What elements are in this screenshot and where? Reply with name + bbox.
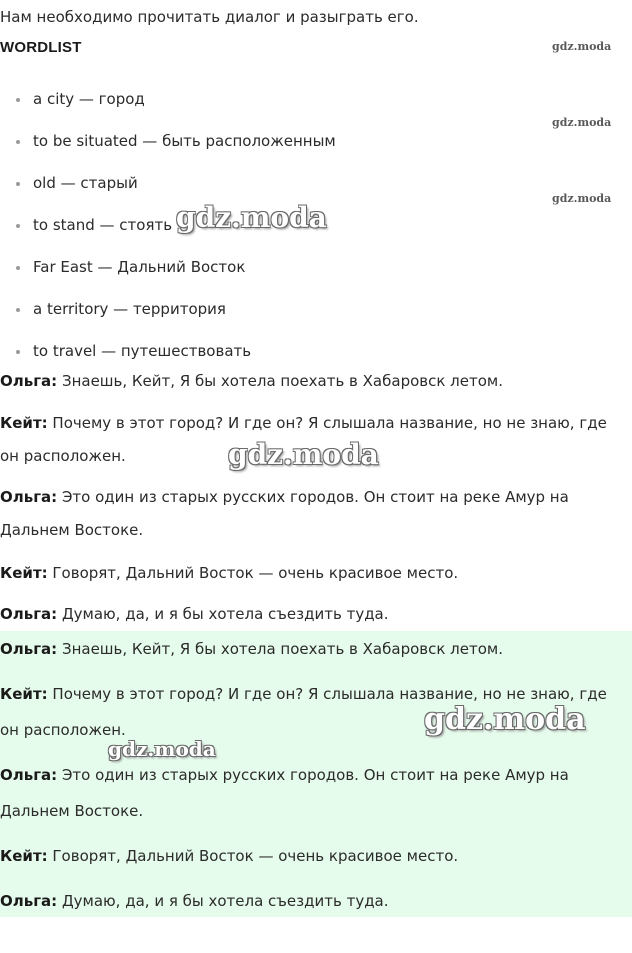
speaker-name: Кейт: [0,685,48,703]
dialog-line [0,838,628,874]
bullet-icon [16,98,20,102]
bullet-icon [16,266,20,270]
speaker-name: Кейт: [0,847,48,865]
bullet-icon [16,182,20,186]
dialog-text: Почему в этот город? И где он? Я слышала название, но не знаю, где он расположен. [0,685,607,739]
dialog-text: Думаю, да, и я бы хотела съездить туда. [57,605,389,623]
watermark-small: gdz.moda [552,116,612,129]
speaker-name: Ольга: [0,488,58,506]
dialog-text: Говорят, Дальний Восток — очень красивое место. [47,564,459,582]
dialog-text: Почему в этот город? И где он? Я слышала название, но не знаю, где он расположен. [0,414,607,465]
dialog-line [0,365,628,398]
watermark-small: gdz.moda [552,192,612,205]
bullet-icon [16,350,20,354]
dialog-line [0,757,628,829]
watermark-small: gdz.moda [552,40,612,53]
speaker-name: Ольга: [0,372,58,390]
bullet-icon [16,308,20,312]
speaker-name: Ольга: [0,766,58,784]
bullet-icon [16,140,20,144]
intro-text: Нам необходимо прочитать диалог и разыграть его. [0,8,419,26]
dialog-text: Знаешь, Кейт, Я бы хотела поехать в Хабаровск летом. [57,640,503,658]
watermark-large: gdz.moda [176,201,327,234]
wordlist-title: WORDLIST [0,39,82,56]
speaker-name: Ольга: [0,892,58,910]
dialog-line [0,631,628,667]
speaker-name: Кейт: [0,414,48,432]
bullet-icon [16,224,20,228]
dialog-text: Говорят, Дальний Восток — очень красивое место. [47,847,459,865]
dialog-text: Это один из старых русских городов. Он стоит на реке Амур на Дальнем Востоке. [0,488,569,539]
dialog-text: Думаю, да, и я бы хотела съездить туда. [57,892,389,910]
speaker-name: Ольга: [0,640,58,658]
dialog-line [0,883,628,919]
dialog-line [0,557,628,590]
dialog-text: Это один из старых русских городов. Он стоит на реке Амур на Дальнем Востоке. [0,766,569,820]
dialog-line [0,598,628,631]
watermark-medium: gdz.moda [108,737,216,761]
watermark-large: gdz.moda [228,438,379,471]
speaker-name: Кейт: [0,564,48,582]
dialog-line [0,481,628,547]
dialog-text: Знаешь, Кейт, Я бы хотела поехать в Хабаровск летом. [57,372,503,390]
speaker-name: Ольга: [0,605,58,623]
watermark-large: gdz.moda [424,702,586,737]
